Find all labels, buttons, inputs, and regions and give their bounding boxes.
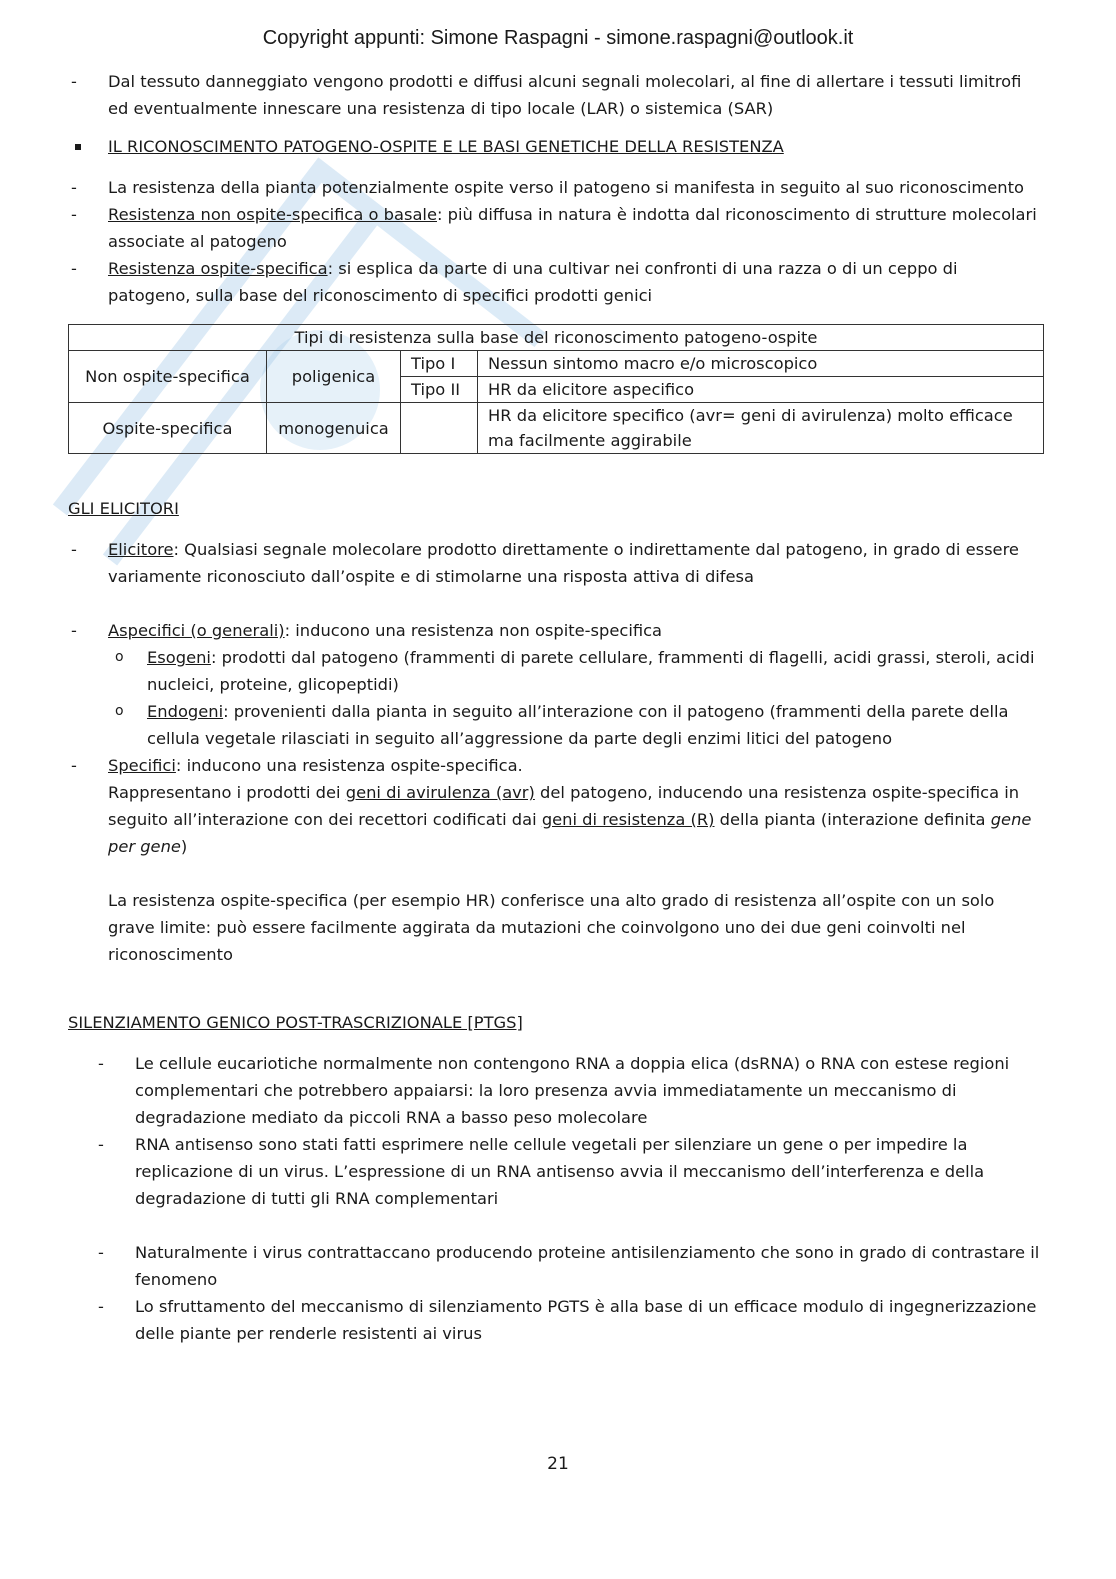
item-text: La resistenza della pianta potenzialmente ospite verso il patogeno si manifesta in seguito al suo riconoscimento — [108, 178, 1024, 197]
list-item — [95, 1239, 1044, 1293]
list-item — [68, 255, 1044, 309]
text-run: Rappresentano i prodotti dei — [108, 783, 346, 802]
item-text: Dal tessuto danneggiato vengono prodotti e diffusi alcuni segnali molecolari, al fine di allertare i tessuti limitrofi ed eventualmente innescare una resistenza di tipo locale (LAR) o sistemica (SAR) — [108, 72, 1022, 118]
item-text: Le cellule eucariotiche normalmente non contengono RNA a doppia elica (dsRNA) o RNA con estese regioni complementari che potrebbero appaiarsi: la loro presenza avvia immediatamente un meccanismo di degradazione mediato da piccoli RNA a basso peso molecolare — [135, 1054, 1010, 1127]
list-item — [68, 68, 1044, 122]
table-row — [69, 403, 1044, 454]
dash-bullet: - — [98, 1054, 104, 1073]
resistance-table — [68, 324, 1044, 454]
dash-bullet: - — [98, 1297, 104, 1316]
list-item — [95, 1131, 1044, 1212]
item-term: Resistenza ospite-specifica — [108, 259, 328, 278]
table-cell: poligenica — [267, 351, 401, 403]
list-item — [68, 752, 1044, 779]
table-cell: Tipo II — [401, 377, 478, 403]
underlined-term: geni di avirulenza (avr) — [345, 783, 535, 802]
paragraph — [68, 779, 1044, 860]
table-cell: Tipo I — [401, 351, 478, 377]
table-cell: HR da elicitore specifico (avr= geni di avirulenza) molto efficace ma facilmente aggirabile — [478, 403, 1044, 454]
list-item — [68, 201, 1044, 255]
list-item — [95, 1293, 1044, 1347]
dash-bullet: - — [98, 1243, 104, 1262]
text-run: ) — [180, 837, 188, 856]
underlined-term: geni di resistenza (R) — [541, 810, 715, 829]
dash-bullet: - — [71, 756, 77, 775]
sub-list-item — [68, 644, 1044, 698]
item-text: : provenienti dalla pianta in seguito all’interazione con il patogeno (frammenti della parete della cellula vegetale rilasciati in seguito all’aggressione da parte degli enzimi litici del patogeno — [147, 702, 1009, 748]
item-term: Elicitore — [108, 540, 174, 559]
text-run: della pianta (interazione definita — [714, 810, 991, 829]
item-text: : si esplica da parte di una cultivar nei confronti di una razza o di un ceppo di patogeno, sulla base del riconoscimento di specifici prodotti genici — [108, 259, 958, 305]
table-cell: Non ospite-specifica — [69, 351, 267, 403]
list-item — [95, 1050, 1044, 1131]
dash-bullet: - — [98, 1135, 104, 1154]
item-text: RNA antisenso sono stati fatti esprimere nelle cellule vegetali per silenziare un gene o per impedire la replicazione di un virus. L’espressione di un RNA antisenso avvia il meccanismo dell’interferenza e della degradazione di tutti gli RNA complementari — [135, 1135, 985, 1208]
item-text: : più diffusa in natura è indotta dal riconoscimento di strutture molecolari associate al patogeno — [108, 205, 1037, 251]
dash-bullet: - — [71, 178, 77, 197]
dash-bullet: - — [71, 205, 77, 224]
section-heading: SILENZIAMENTO GENICO POST-TRASCRIZIONALE [PTGS] — [68, 1013, 523, 1032]
item-text: : prodotti dal patogeno (frammenti di parete cellulare, frammenti di flagelli, acidi grassi, steroli, acidi nucleici, proteine, glicopeptidi) — [147, 648, 1035, 694]
list-item — [68, 536, 1044, 590]
table-cell: monogenuica — [267, 403, 401, 454]
item-term: Resistenza non ospite-specifica o basale — [108, 205, 437, 224]
section-heading-row — [68, 1009, 1044, 1036]
section-heading: IL RICONOSCIMENTO PATOGENO-OSPITE E LE BASI GENETICHE DELLA RESISTENZA — [108, 137, 784, 156]
dash-bullet: - — [71, 72, 77, 91]
section-heading: GLI ELICITORI — [68, 499, 179, 518]
paragraph: La resistenza ospite-specifica (per esempio HR) conferisce una alto grado di resistenza all’ospite con un solo grave limite: può essere facilmente aggirata da mutazioni che coinvolgono uno dei due geni coinvolti nel riconoscimento — [108, 891, 995, 964]
item-text: : Qualsiasi segnale molecolare prodotto direttamente o indirettamente dal patogeno, in grado di essere variamente riconosciuto dall’ospite e di stimolarne una risposta attiva di difesa — [108, 540, 1019, 586]
item-text: : inducono una resistenza ospite-specifica. — [175, 756, 523, 775]
dash-bullet: - — [71, 621, 77, 640]
circle-bullet: o — [115, 703, 124, 719]
table-cell: Ospite-specifica — [69, 403, 267, 454]
list-item — [68, 174, 1044, 201]
sub-list-item — [68, 698, 1044, 752]
table-row — [69, 325, 1044, 351]
table-cell-empty — [401, 403, 478, 454]
item-term: Aspecifici (o generali) — [108, 621, 285, 640]
list-item — [68, 617, 1044, 644]
table-cell: Nessun sintomo macro e/o microscopico — [478, 351, 1044, 377]
item-text: Lo sfruttamento del meccanismo di silenziamento PGTS è alla base di un efficace modulo di ingegnerizzazione delle piante per renderle resistenti ai virus — [135, 1297, 1037, 1343]
section-heading-item — [68, 133, 1044, 160]
section-heading-row — [68, 495, 1044, 522]
table-cell: HR da elicitore aspecifico — [478, 377, 1044, 403]
page-content — [68, 68, 1044, 1347]
square-bullet-icon — [75, 144, 81, 150]
item-term: Specifici — [108, 756, 176, 775]
table-title: Tipi di resistenza sulla base del riconoscimento patogeno-ospite — [69, 325, 1044, 351]
dash-bullet: - — [71, 540, 77, 559]
page-number: 21 — [547, 1454, 569, 1474]
copyright-header: Copyright appunti: Simone Raspagni - simone.raspagni@outlook.it — [262, 27, 854, 49]
item-text: Naturalmente i virus contrattaccano producendo proteine antisilenziamento che sono in grado di contrastare il fenomeno — [135, 1243, 1040, 1289]
item-text: : inducono una resistenza non ospite-specifica — [284, 621, 663, 640]
item-term: Endogeni — [147, 702, 224, 721]
italic-term: gene per gene — [108, 810, 1032, 856]
circle-bullet: o — [115, 649, 124, 665]
text-run: del patogeno, inducendo una resistenza ospite-specifica in seguito all’interazione con dei recettori codificati dai — [108, 783, 1020, 829]
table-row — [69, 351, 1044, 377]
dash-bullet: - — [71, 259, 77, 278]
item-term: Esogeni — [147, 648, 211, 667]
